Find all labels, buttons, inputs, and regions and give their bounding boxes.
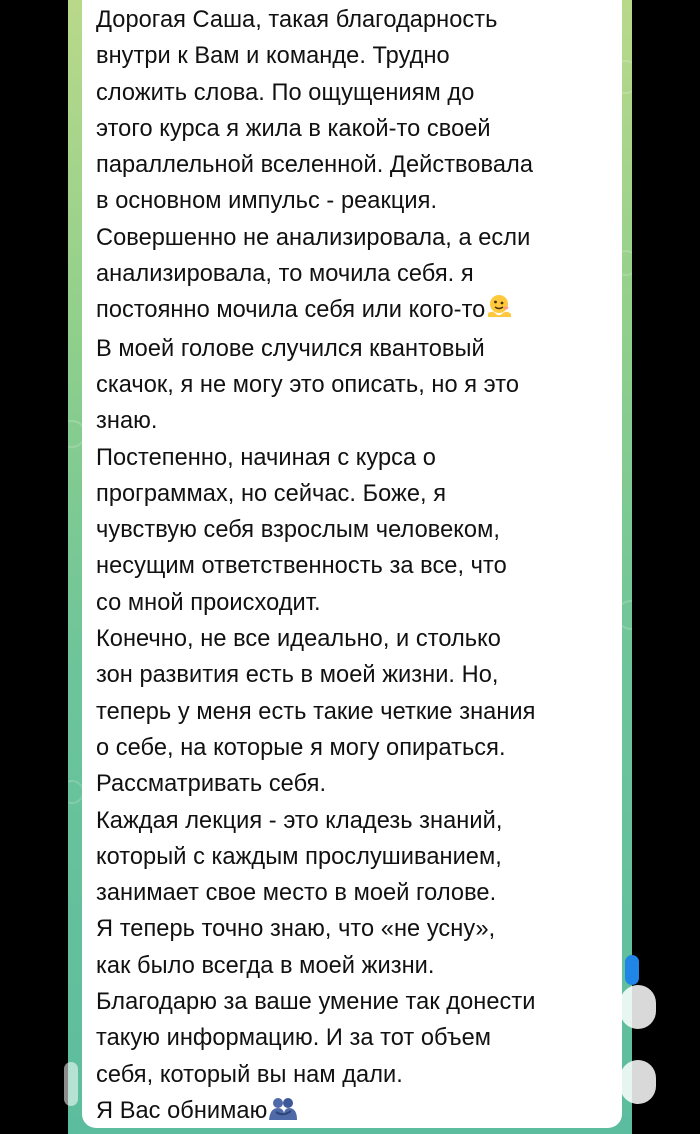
message-line: в основном импульс - реакция.: [96, 188, 438, 215]
message-line: Я Вас обнимаю: [96, 1097, 268, 1124]
message-line: анализировала, то мочила себя. я: [96, 261, 474, 288]
message-line: В моей голове случился квантовый: [96, 335, 485, 362]
message-line: Каждая лекция - это кладезь знаний,: [96, 807, 503, 834]
message-line: несущим ответственность за все, что: [96, 553, 507, 580]
melting-face-icon: [486, 293, 512, 330]
message-line: чувствую себя взрослым человеком,: [96, 517, 500, 544]
message-text: [96, 2, 616, 1131]
message-line: Благодарю за ваше умение так донести: [96, 989, 536, 1016]
message-line: о себе, на которые я могу опираться.: [96, 734, 506, 761]
message-line: программах, но сейчас. Боже, я: [96, 480, 447, 507]
left-edge-control[interactable]: [64, 1062, 78, 1106]
message-line: Постепенно, начиная с курса о: [96, 444, 436, 471]
message-line: себя, который вы нам дали.: [96, 1061, 403, 1088]
message-line: со мной происходит.: [96, 589, 321, 616]
message-line: который с каждым прослушиванием,: [96, 843, 502, 870]
message-line: зон развития есть в моей жизни. Но,: [96, 662, 499, 689]
message-line: как было всегда в моей жизни.: [96, 952, 435, 979]
people-hugging-icon: [268, 1095, 298, 1131]
message-line: Конечно, не все идеально, и столько: [96, 626, 501, 653]
right-edge-control[interactable]: [620, 985, 656, 1029]
message-line: такую информацию. И за тот объем: [96, 1025, 492, 1052]
scroll-indicator[interactable]: [625, 955, 639, 985]
message-line: внутри к Вам и команде. Трудно: [96, 43, 450, 70]
message-line: этого курса я жила в какой-то своей: [96, 115, 491, 142]
message-line: Рассматривать себя.: [96, 771, 327, 798]
message-line: Совершенно не анализировала, а если: [96, 224, 531, 251]
message-line-with-emoji: [96, 292, 616, 330]
message-line: знаю.: [96, 408, 158, 435]
message-line: скачок, я не могу это описать, но я это: [96, 371, 520, 398]
message-line: занимает свое место в моей голове.: [96, 880, 497, 907]
message-line-with-emoji: [96, 1093, 616, 1131]
message-line: параллельной вселенной. Действовала: [96, 152, 534, 179]
message-line: теперь у меня есть такие четкие знания: [96, 698, 536, 725]
message-line: постоянно мочила себя или кого-то: [96, 297, 486, 324]
message-line: Я теперь точно знаю, что «не усну»,: [96, 916, 496, 943]
message-line: сложить слова. По ощущениям до: [96, 79, 475, 106]
right-edge-control[interactable]: [620, 1060, 656, 1104]
message-line: Дорогая Саша, такая благодарность: [96, 7, 498, 33]
